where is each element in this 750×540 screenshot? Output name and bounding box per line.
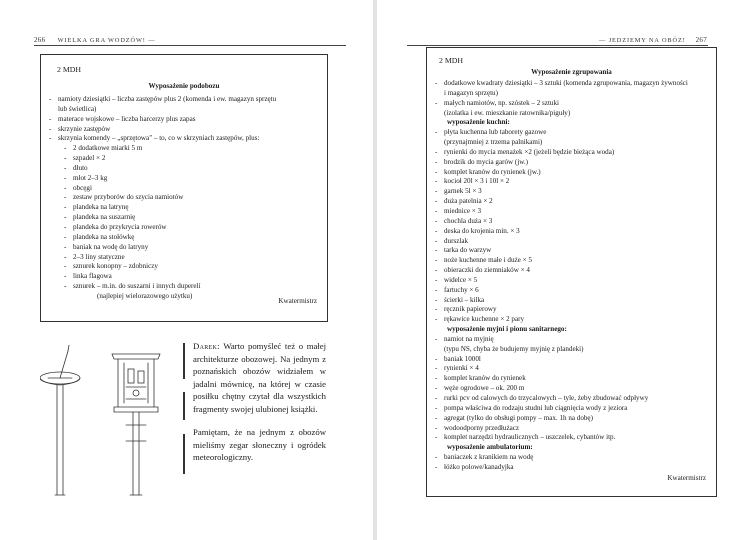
list-item xyxy=(435,187,710,197)
list-item xyxy=(435,315,710,325)
list-item xyxy=(435,266,710,276)
list-text: zestaw przyborów do szycia namiotów xyxy=(73,193,184,202)
list-item xyxy=(435,79,710,89)
list-dash: - xyxy=(64,222,67,231)
list-dash: - xyxy=(435,384,438,393)
list-text: linka flagowa xyxy=(73,272,112,281)
list-item xyxy=(435,227,710,237)
list-item xyxy=(49,95,321,105)
camp-architecture-sketch xyxy=(40,345,175,505)
list-item xyxy=(435,394,710,404)
list-item xyxy=(435,109,710,119)
list-item xyxy=(435,414,710,424)
list-heading xyxy=(435,118,710,128)
prose-paragraph-1 xyxy=(193,340,326,415)
list-text: plandeka na stołówkę xyxy=(73,232,135,241)
list-item xyxy=(49,193,321,203)
margin-bar xyxy=(183,392,185,420)
list-text: węże ogrodowe – ok. 200 m xyxy=(444,384,525,393)
list-text: komplet narzędzi hydraulicznych – uszczelek, cybantów itp. xyxy=(444,433,616,442)
list-dash: - xyxy=(435,364,438,373)
list-item xyxy=(49,115,321,125)
list-text: rękawice kuchenne × 2 pary xyxy=(444,315,525,324)
list-item xyxy=(435,463,710,473)
list-text: sznurek – m.in. do suszarni i innych duperelí xyxy=(73,282,201,291)
list-dash: - xyxy=(435,187,438,196)
list-text: obieraczki do ziemniaków × 4 xyxy=(444,266,530,275)
list-heading xyxy=(435,443,710,453)
list-item xyxy=(435,99,710,109)
weather-station-sketch xyxy=(112,354,160,495)
list-item xyxy=(435,246,710,256)
list-dash: - xyxy=(435,275,438,284)
list-dash: - xyxy=(435,98,438,107)
list-text: młot 2–3 kg xyxy=(73,173,108,182)
list-dash: - xyxy=(64,282,67,291)
list-dash: - xyxy=(49,134,52,143)
list-dash: - xyxy=(435,433,438,442)
header-rule-left xyxy=(34,45,346,46)
list-dash: - xyxy=(435,177,438,186)
list-dash: - xyxy=(64,183,67,192)
list-item xyxy=(435,217,710,227)
box-title: Wyposażenie podobozu xyxy=(148,82,220,90)
list-item xyxy=(49,154,321,164)
list-heading xyxy=(435,325,710,335)
list-item xyxy=(435,237,710,247)
list-dash: - xyxy=(435,246,438,255)
margin-bar xyxy=(183,343,185,379)
list-item xyxy=(435,335,710,345)
list-item xyxy=(435,197,710,207)
list-dash: - xyxy=(49,114,52,123)
list-item xyxy=(435,276,710,286)
list-item xyxy=(435,168,710,178)
list-dash: - xyxy=(435,226,438,235)
list-dash: - xyxy=(435,216,438,225)
list-text: ręcznik papierowy xyxy=(444,305,497,314)
list-text: (typu NS, chyba że budujemy myjnię z plandeki) xyxy=(444,344,584,353)
list-text: plandeka do przykrycia rowerów xyxy=(73,222,167,231)
list-item xyxy=(435,424,710,434)
list-text: pompa właściwa do rodzaju studni lub ciągnięcia wody z jeziora xyxy=(444,403,628,412)
list-item xyxy=(435,384,710,394)
list-text: lub świetlica) xyxy=(58,104,97,113)
list-text: materace wojskowe – liczba harcerzy plus zapas xyxy=(58,114,196,123)
list-text: skrzynie zastępów xyxy=(58,124,111,133)
list-item xyxy=(435,305,710,315)
list-dash: - xyxy=(435,295,438,304)
prose-paragraph-1-text: Warto pomyśleć też o małej architekturze obozowej. Na jednym z poznańskich obozów widziałem w jadalni mównicę, na której w czasie posiłku chętny czytał dla wszystkich fragmenty swojej ulubionej książki. xyxy=(193,341,326,414)
list-text: durszlak xyxy=(444,236,469,245)
list-dash: - xyxy=(435,423,438,432)
list-text: ścierki – kilka xyxy=(444,295,485,304)
equipment-box-group xyxy=(426,47,717,497)
list-text: komplet kranów do rynienek xyxy=(444,374,526,383)
list-text: fartuchy × 6 xyxy=(444,285,479,294)
list-dash: - xyxy=(435,285,438,294)
list-dash: - xyxy=(435,462,438,471)
list-dash: - xyxy=(64,242,67,251)
page-number-right: 267 xyxy=(695,36,707,44)
list-item xyxy=(435,404,710,414)
list-text: baniak na wodę do latryny xyxy=(73,242,149,251)
list-text: (izolatka i ew. mieszkanie ratownika/piguły) xyxy=(444,108,571,117)
list-text: tarka do warzyw xyxy=(444,246,492,255)
box-label: 2 MDH xyxy=(439,56,464,65)
list-dash: - xyxy=(64,154,67,163)
list-item xyxy=(435,374,710,384)
list-dash: - xyxy=(435,403,438,412)
list-text: namioty dziesiątki – liczba zastępów plus 2 (komenda i ew. magazyn sprzętu xyxy=(58,95,277,103)
list-text: sznurek konopny – zdobniczy xyxy=(73,262,158,271)
list-item xyxy=(435,433,710,443)
list-text: garnek 5l × 3 xyxy=(444,187,482,196)
list-dash: - xyxy=(435,236,438,245)
list-dash: - xyxy=(435,305,438,314)
list-item xyxy=(435,364,710,374)
list-dash: - xyxy=(64,203,67,212)
list-dash: - xyxy=(435,374,438,383)
list-item xyxy=(49,223,321,233)
equipment-list xyxy=(435,79,710,473)
speaker-name: Darek: xyxy=(193,341,220,351)
list-item xyxy=(49,282,321,292)
list-item xyxy=(49,134,321,144)
list-text: deska do krojenia min. × 3 xyxy=(444,226,520,235)
list-item xyxy=(49,174,321,184)
list-text: (najlepiej wielorazowego użytku) xyxy=(97,291,193,300)
list-dash: - xyxy=(435,354,438,363)
list-text: 2–3 liny statyczne xyxy=(73,252,125,261)
list-text: plandeka na suszarnię xyxy=(73,213,136,222)
box-label: 2 MDH xyxy=(57,65,82,74)
list-text: rurki pcv od calowych do trzycalowych – tyle, żeby zbudować odpływy xyxy=(444,394,649,402)
list-text: widelce × 5 xyxy=(444,275,478,284)
list-text: wyposażenie ambulatorium: xyxy=(447,443,533,452)
list-dash: - xyxy=(435,147,438,156)
list-text: komplet kranów do rynienek (jw.) xyxy=(444,167,541,176)
prose-paragraph-2: Pamiętam, że na jednym z obozów mieliśmy zegar słoneczny i ogródek meteorologiczny. xyxy=(193,427,326,462)
list-text: 2 dodatkowe miarki 5 m xyxy=(73,144,143,153)
running-title-left: WIELKA GRA WODZÓW! — xyxy=(57,37,156,44)
list-text: skrzynia komendy – „sprzętowa" – to, co w skrzyniach zastępów, plus: xyxy=(58,134,260,143)
list-item xyxy=(49,184,321,194)
list-item xyxy=(49,272,321,282)
list-dash: - xyxy=(435,453,438,462)
list-item xyxy=(435,453,710,463)
equipment-list xyxy=(49,95,321,302)
list-text: rynienki × 4 xyxy=(444,364,479,373)
list-dash: - xyxy=(435,206,438,215)
list-dash: - xyxy=(64,232,67,241)
list-dash: - xyxy=(64,163,67,172)
signature: Kwatermistrz xyxy=(278,297,317,305)
list-text: chochla duża × 3 xyxy=(444,216,493,225)
list-dash: - xyxy=(49,95,52,103)
list-item xyxy=(49,203,321,213)
list-text: obcęgi xyxy=(73,183,92,192)
list-item xyxy=(49,253,321,263)
running-head-left xyxy=(34,36,155,44)
list-text: plandeka na latrynę xyxy=(73,203,129,212)
list-text: rynienki do mycia menażek ×2 (jeżeli będzie bieżąca woda) xyxy=(444,147,615,156)
list-dash: - xyxy=(435,315,438,324)
list-dash: - xyxy=(435,79,438,87)
box-title: Wyposażenie zgrupowania xyxy=(531,68,612,76)
list-item xyxy=(435,89,710,99)
list-text: kocioł 20l × 3 i 10l × 2 xyxy=(444,177,510,186)
sundial-sketch xyxy=(40,345,80,495)
running-head-right xyxy=(599,36,707,44)
margin-bar xyxy=(183,434,185,474)
list-item xyxy=(49,262,321,272)
page-number-left: 266 xyxy=(34,36,46,44)
list-text: łóżko polowe/kanadyjka xyxy=(444,462,514,471)
list-text: wyposażenie kuchni: xyxy=(447,118,510,127)
list-text: agregat (tylko do obsługi pompy – max. 1h na dobę) xyxy=(444,413,593,422)
list-item xyxy=(49,213,321,223)
list-dash: - xyxy=(49,124,52,133)
list-text: i magazyn sprzętu) xyxy=(444,88,498,97)
list-text: brodzik do mycia garów (jw.) xyxy=(444,157,529,166)
list-item xyxy=(49,144,321,154)
running-title-right: — JEDZIEMY NA OBÓZ! xyxy=(599,37,686,44)
list-item xyxy=(435,148,710,158)
list-item xyxy=(435,296,710,306)
list-dash: - xyxy=(435,266,438,275)
list-item xyxy=(49,233,321,243)
list-dash: - xyxy=(64,173,67,182)
list-dash: - xyxy=(435,413,438,422)
list-text: namiot na myjnię xyxy=(444,334,494,343)
list-dash: - xyxy=(64,193,67,202)
list-item xyxy=(435,345,710,355)
list-text: baniak 1000l xyxy=(444,354,481,363)
list-text: baniaczek z kranikiem na wodę xyxy=(444,453,534,462)
list-item xyxy=(435,158,710,168)
list-dash: - xyxy=(64,213,67,222)
list-item xyxy=(435,177,710,187)
list-dash: - xyxy=(64,272,67,281)
list-item xyxy=(49,125,321,135)
list-item xyxy=(49,164,321,174)
list-dash: - xyxy=(435,256,438,265)
list-text: dodatkowe kwadraty dziesiątki – 3 sztuki (komenda zgrupowania, magazyn żywności xyxy=(444,79,688,87)
list-text: płyta kuchenna lub taborety gazowe xyxy=(444,128,547,137)
list-text: miednice × 3 xyxy=(444,206,482,215)
list-dash: - xyxy=(435,197,438,206)
list-text: małych namiotów, np. szóstek – 2 sztuki xyxy=(444,98,559,107)
list-text: szpadel × 2 xyxy=(73,154,106,163)
list-item xyxy=(435,207,710,217)
list-item xyxy=(435,256,710,266)
list-dash: - xyxy=(64,262,67,271)
list-dash: - xyxy=(435,334,438,343)
list-text: duża patelnia × 2 xyxy=(444,197,493,206)
list-item xyxy=(435,128,710,138)
list-text: wodoodporny przedłużacz xyxy=(444,423,520,432)
list-dash: - xyxy=(435,157,438,166)
list-dash: - xyxy=(435,394,438,402)
list-item xyxy=(435,138,710,148)
list-dash: - xyxy=(435,167,438,176)
list-text: noże kuchenne małe i duże × 5 xyxy=(444,256,532,265)
header-rule-right xyxy=(407,45,708,46)
signature: Kwatermistrz xyxy=(667,474,706,482)
list-text: (przynajmniej z trzema palnikami) xyxy=(444,138,543,147)
list-item xyxy=(49,105,321,115)
prose-text xyxy=(193,340,326,464)
list-dash: - xyxy=(64,252,67,261)
list-dash: - xyxy=(435,128,438,137)
list-item xyxy=(49,243,321,253)
list-item xyxy=(435,355,710,365)
list-item xyxy=(435,286,710,296)
list-text: dłuto xyxy=(73,163,88,172)
list-dash: - xyxy=(64,144,67,153)
equipment-box-subcamp xyxy=(40,54,328,322)
list-text: wyposażenie myjni i pionu sanitarnego: xyxy=(447,325,567,334)
